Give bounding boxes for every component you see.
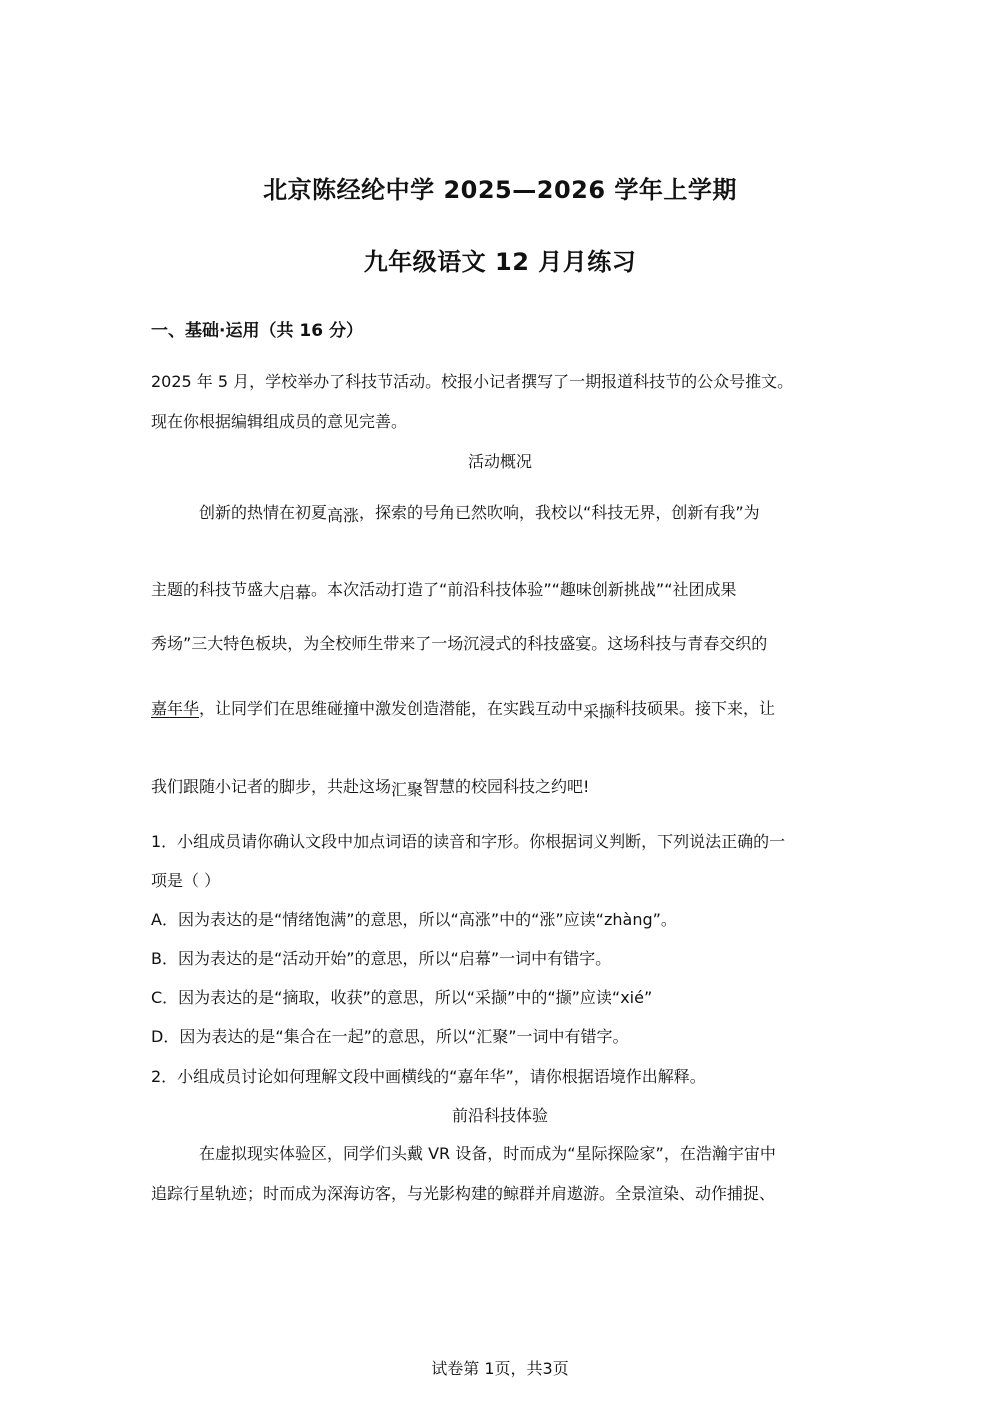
dotted-word-qimu: 启幕 — [279, 583, 312, 602]
question-1-line-2: 项是（ ） — [151, 871, 221, 890]
passage2-line-1: 在虚拟现实体验区，同学们头戴 VR 设备，时而成为“星际探险家”，在浩瀚宇宙中 — [199, 1144, 776, 1163]
dotted-word-gaozhang: 高涨 — [327, 506, 360, 525]
dotted-word-huiju: 汇聚 — [391, 780, 424, 799]
passage-text: 智慧的校园科技之约吧! — [423, 777, 590, 796]
passage-line-1 — [199, 501, 760, 525]
option-d: D．因为表达的是“集合在一起”的意思，所以“汇聚”一词中有错字。 — [151, 1027, 629, 1046]
passage-text: 我们跟随小记者的脚步，共赴这场 — [151, 777, 392, 796]
subtitle-frontier-tech: 前沿科技体验 — [451, 1106, 548, 1125]
passage-line-3: 秀场”三大特色板块，为全校师生带来了一场沉浸式的科技盛宴。这场科技与青春交织的 — [151, 634, 768, 653]
underlined-word-jianianhua: 嘉年华 — [151, 699, 200, 718]
question-1-line-1: 1．小组成员请你确认文段中加点词语的读音和字形。你根据词义判断，下列说法正确的一 — [151, 832, 786, 851]
option-a: A．因为表达的是“情绪饱满”的意思，所以“高涨”中的“涨”应读“zhàng”。 — [151, 910, 677, 929]
intro-line-1: 2025 年 5 月，学校举办了科技节活动。校报小记者撰写了一期报道科技节的公众号推文。 — [151, 372, 794, 391]
exam-title-line2: 九年级语文 12 月月练习 — [363, 248, 637, 276]
dotted-word-caixie: 采撷 — [583, 702, 616, 721]
passage-text: 创新的热情在初夏 — [199, 503, 328, 522]
passage-line-5 — [151, 775, 589, 799]
passage-text: 。本次活动打造了“前沿科技体验”“趣味创新挑战”“社团成果 — [311, 580, 737, 599]
passage2-line-2: 追踪行星轨迹；时而成为深海访客，与光影构建的鲸群并肩遨游。全景渲染、动作捕捉、 — [151, 1184, 776, 1203]
question-2: 2．小组成员讨论如何理解文段中画横线的“嘉年华”，请你根据语境作出解释。 — [151, 1067, 706, 1086]
option-c: C．因为表达的是“摘取，收获”的意思，所以“采撷”中的“撷”应读“xié” — [151, 988, 653, 1007]
section-heading: 一、基础·运用（共 16 分） — [151, 321, 363, 341]
passage-line-4 — [151, 697, 775, 721]
passage-line-2 — [151, 578, 736, 602]
passage-text: ，探索的号角已然吹响，我校以“科技无界，创新有我”为 — [359, 503, 760, 522]
option-b: B．因为表达的是“活动开始”的意思，所以“启幕”一词中有错字。 — [151, 949, 612, 968]
passage-text: ，让同学们在思维碰撞中激发创造潜能，在实践互动中 — [199, 699, 584, 718]
passage-text: 科技硕果。接下来，让 — [615, 699, 776, 718]
subtitle-activity-overview: 活动概况 — [467, 452, 532, 471]
page-footer: 试卷第 1页，共3页 — [431, 1359, 569, 1378]
passage-text: 主题的科技节盛大 — [151, 580, 280, 599]
exam-title-line1: 北京陈经纶中学 2025—2026 学年上学期 — [263, 176, 737, 204]
intro-line-2: 现在你根据编辑组成员的意见完善。 — [151, 412, 408, 431]
